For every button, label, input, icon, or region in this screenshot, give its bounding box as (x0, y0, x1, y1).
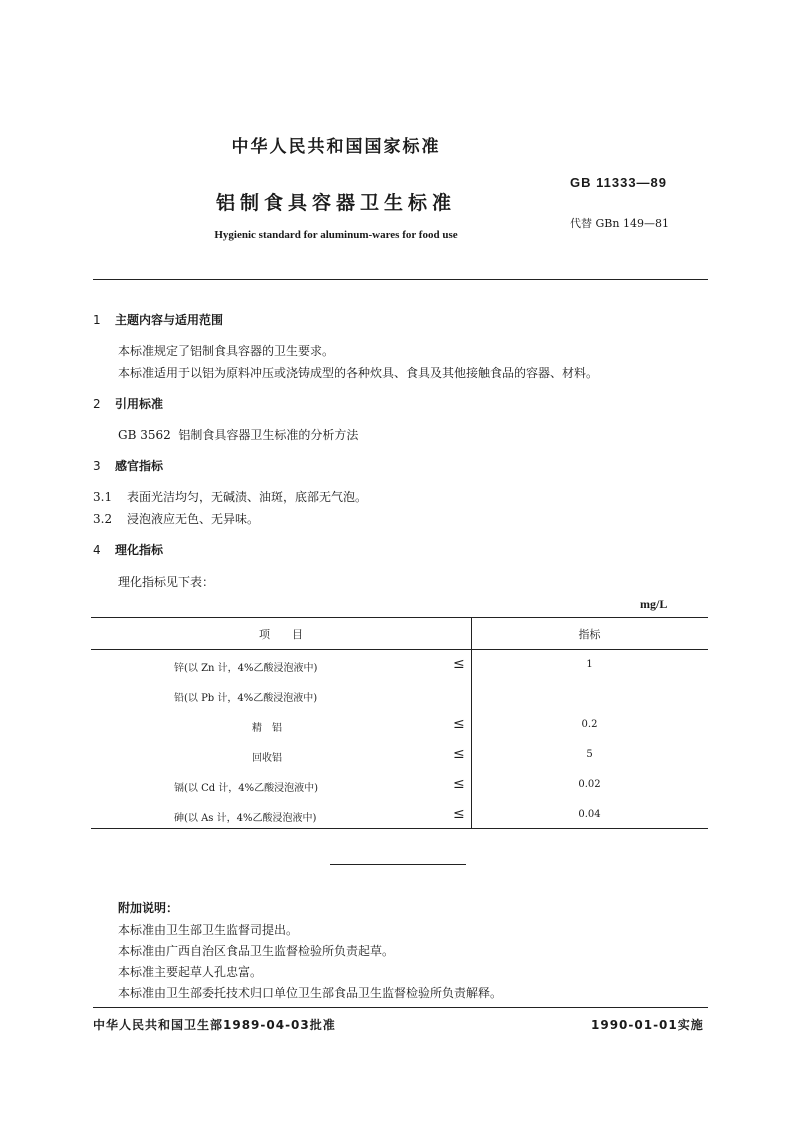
section-number: 1 (93, 313, 101, 327)
section-4-heading (93, 541, 163, 558)
note-line: 本标准由广西自治区食品卫生监督检验所负责起草。 (118, 944, 395, 958)
table-row-value: 0.04 (578, 809, 601, 820)
section-number: 2 (93, 397, 101, 411)
paragraph: 理化指标见下表： (118, 575, 215, 589)
standard-title-english: Hygienic standard for aluminum-wares for food use (214, 229, 458, 241)
table-row-operator: ≤ (453, 656, 465, 672)
table-unit: mg/L (640, 597, 668, 611)
note-line: 本标准由卫生部委托技术归口单位卫生部食品卫生监督检验所负责解释。 (118, 986, 503, 1000)
table-row-operator: ≤ (453, 776, 465, 792)
note-line: 本标准由卫生部卫生监督司提出。 (118, 923, 299, 937)
table-bottom-rule (91, 828, 708, 829)
table-header-item: 项 目 (259, 628, 303, 641)
section-3-heading (93, 457, 163, 474)
clause-3-1 (93, 488, 367, 505)
clause-text: 表面光洁均匀，无碱渍、油斑，底部无气泡。 (127, 490, 368, 504)
notes-separator (330, 864, 466, 865)
table-row-value: 0.02 (578, 779, 601, 790)
table-row-item: 铅(以 Pb 计，4%乙酸浸泡液中) (174, 693, 318, 704)
clause-3-2 (93, 510, 259, 527)
effective-date: 1990-01-01实施 (591, 1018, 704, 1032)
table-row-value: 0.2 (581, 719, 598, 730)
section-2-heading (93, 395, 163, 412)
table-row-item: 锌(以 Zn 计，4%乙酸浸泡液中) (174, 663, 318, 674)
clause-text: 浸泡液应无色、无异味。 (127, 512, 260, 526)
section-title: 主题内容与适用范围 (115, 313, 224, 327)
table-row-value: 1 (586, 659, 593, 670)
national-standard-heading: 中华人民共和国国家标准 (231, 137, 441, 157)
table-row-item: 精 铝 (252, 723, 282, 734)
standard-number: GB 11333—89 (570, 175, 668, 190)
paragraph: 本标准规定了铝制食具容器的卫生要求。 (118, 344, 335, 358)
clause-number: 3.1 (93, 490, 113, 504)
table-row-value: 5 (586, 749, 593, 760)
table-header-rule (91, 649, 708, 650)
section-title: 感官指标 (115, 459, 164, 473)
table-row-item: 砷(以 As 计，4%乙酸浸泡液中) (174, 813, 317, 824)
referenced-standard: GB 3562 铝制食具容器卫生标准的分析方法 (118, 428, 359, 442)
table-row-operator: ≤ (453, 746, 465, 762)
section-number: 4 (93, 543, 101, 557)
section-title: 引用标准 (115, 397, 164, 411)
footer-divider (93, 1007, 708, 1008)
table-row-item: 回收铝 (252, 753, 282, 764)
section-number: 3 (93, 459, 101, 473)
standard-title: 铝制食具容器卫生标准 (215, 192, 456, 214)
approval-date: 中华人民共和国卫生部1989-04-03批准 (93, 1018, 336, 1032)
note-line: 本标准主要起草人孔忠富。 (118, 965, 263, 979)
section-title: 理化指标 (115, 543, 164, 557)
clause-number: 3.2 (93, 512, 113, 526)
paragraph: 本标准适用于以铝为原料冲压或浇铸成型的各种炊具、食具及其他接触食品的容器、材料。 (118, 366, 599, 380)
table-top-rule (91, 617, 708, 618)
table-row-operator: ≤ (453, 806, 465, 822)
notes-title: 附加说明： (118, 901, 179, 915)
header-divider (93, 279, 708, 280)
section-1-heading (93, 311, 223, 328)
table-row-operator: ≤ (453, 716, 465, 732)
table-row-item: 镉(以 Cd 计，4%乙酸浸泡液中) (174, 783, 319, 794)
replaces-note: 代替 GBn 149—81 (570, 217, 669, 230)
table-header-value: 指标 (578, 628, 601, 641)
